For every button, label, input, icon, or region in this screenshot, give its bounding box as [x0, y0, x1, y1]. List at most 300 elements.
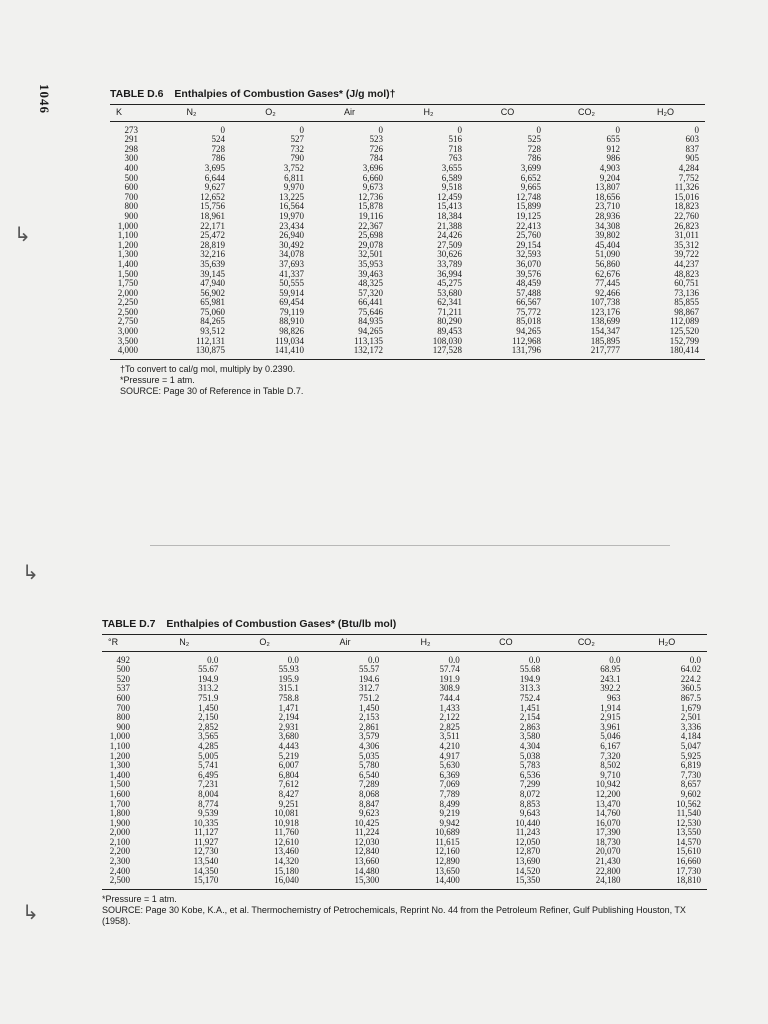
enthalpy-cell: 41,337: [279, 268, 304, 279]
enthalpy-cell: 18,730: [595, 836, 621, 847]
enthalpy-cell: 5,035: [359, 750, 380, 761]
enthalpy-cell: 6,819: [680, 760, 701, 771]
enthalpy-cell: 9,942: [439, 817, 460, 828]
enthalpy-cell: 527: [290, 134, 304, 145]
enthalpy-cell: 0.0: [689, 654, 701, 665]
enthalpy-cell: 12,890: [434, 856, 460, 867]
enthalpy-cell: 12,200: [595, 788, 621, 799]
enthalpy-cell: 98,826: [279, 326, 304, 337]
enthalpy-cell: 71,211: [437, 306, 462, 317]
enthalpy-cell: 8,853: [519, 798, 541, 809]
temperature-cell: 3,000: [117, 326, 138, 337]
enthalpy-cell: 66,441: [358, 297, 383, 308]
enthalpy-cell: 0: [694, 124, 699, 135]
temperature-cell: 3,500: [117, 335, 138, 346]
enthalpy-cell: 33,789: [437, 258, 462, 269]
enthalpy-cell: 7,730: [680, 769, 701, 780]
temperature-cell: 492: [116, 654, 130, 665]
enthalpy-cell: 867.5: [680, 692, 701, 703]
enthalpy-cell: 3,580: [519, 731, 541, 742]
enthalpy-cell: 98,867: [674, 306, 699, 317]
enthalpy-cell: 5,046: [600, 731, 621, 742]
enthalpy-cell: 112,089: [670, 316, 699, 327]
enthalpy-cell: 6,369: [439, 769, 460, 780]
column-header: °R: [102, 635, 144, 652]
enthalpy-cell: 312.7: [359, 683, 380, 694]
temperature-cell: 1,750: [117, 278, 138, 289]
checkmark-icon: ↳: [22, 900, 39, 924]
enthalpy-cell: 8,774: [198, 798, 219, 809]
enthalpy-cell: 11,224: [354, 827, 380, 838]
enthalpy-cell: 5,005: [198, 750, 219, 761]
temperature-cell: 2,750: [117, 316, 138, 327]
enthalpy-cell: 15,170: [144, 876, 224, 889]
temperature-cell: 2,300: [109, 856, 130, 867]
enthalpy-cell: 48,325: [358, 278, 383, 289]
enthalpy-cell: 12,748: [516, 191, 541, 202]
enthalpy-cell: 75,646: [358, 306, 383, 317]
enthalpy-cell: 315.1: [278, 683, 299, 694]
enthalpy-cell: 2,194: [278, 712, 299, 723]
enthalpy-cell: 784: [369, 153, 383, 164]
enthalpy-cell: 12,050: [515, 836, 541, 847]
column-header: O₂: [231, 105, 310, 122]
enthalpy-cell: 39,463: [358, 268, 383, 279]
enthalpy-cell: 25,472: [200, 230, 225, 241]
enthalpy-cell: 194.9: [198, 673, 219, 684]
enthalpy-cell: 3,655: [441, 162, 462, 173]
enthalpy-cell: 8,847: [359, 798, 380, 809]
enthalpy-cell: 9,204: [599, 172, 620, 183]
enthalpy-cell: 84,935: [358, 316, 383, 327]
temperature-cell: 1,800: [109, 808, 130, 819]
column-header: CO₂: [546, 635, 626, 652]
enthalpy-cell: 4,443: [278, 740, 299, 751]
enthalpy-cell: 523: [369, 134, 383, 145]
enthalpy-cell: 11,540: [676, 808, 701, 819]
enthalpy-cell: 28,819: [200, 239, 225, 250]
temperature-cell: 800: [124, 201, 138, 212]
temperature-cell: 1,300: [117, 249, 138, 260]
enthalpy-cell: 12,030: [354, 836, 380, 847]
enthalpy-cell: 11,927: [194, 836, 219, 847]
enthalpy-cell: 112,131: [196, 335, 225, 346]
temperature-cell: 1,400: [109, 769, 130, 780]
enthalpy-cell: 15,610: [676, 846, 701, 857]
enthalpy-cell: 3,752: [283, 162, 304, 173]
enthalpy-cell: 191.9: [439, 673, 460, 684]
enthalpy-cell: 152,799: [669, 335, 699, 346]
enthalpy-cell: 48,823: [674, 268, 699, 279]
enthalpy-cell: 7,289: [359, 779, 380, 790]
enthalpy-cell: 15,300: [305, 876, 385, 889]
enthalpy-cell: 13,650: [434, 865, 460, 876]
enthalpy-cell: 9,251: [278, 798, 299, 809]
table-notes: [110, 364, 705, 397]
enthalpy-cell: 1,451: [519, 702, 541, 713]
temperature-cell: 291: [124, 134, 138, 145]
enthalpy-cell: 24,426: [437, 230, 462, 241]
enthalpy-cell: 6,540: [359, 769, 380, 780]
temperature-cell: 700: [124, 191, 138, 202]
enthalpy-cell: 94,265: [516, 326, 541, 337]
enthalpy-cell: 751.9: [198, 692, 219, 703]
temperature-cell: 700: [116, 702, 130, 713]
enthalpy-cell: 37,693: [279, 258, 304, 269]
temperature-cell: 1,500: [109, 779, 130, 790]
enthalpy-cell: 73,136: [674, 287, 699, 298]
enthalpy-cell: 75,772: [516, 306, 541, 317]
enthalpy-cell: 59,914: [279, 287, 304, 298]
enthalpy-cell: 62,341: [437, 297, 462, 308]
enthalpy-cell: 5,047: [680, 740, 701, 751]
enthalpy-cell: 4,284: [678, 162, 699, 173]
enthalpy-cell: 1,450: [359, 702, 380, 713]
enthalpy-cell: 655: [606, 134, 620, 145]
enthalpy-cell: 8,427: [278, 788, 299, 799]
temperature-cell: 400: [124, 162, 138, 173]
enthalpy-cell: 2,915: [600, 712, 621, 723]
enthalpy-cell: 119,034: [275, 335, 304, 346]
enthalpy-cell: 25,760: [516, 230, 541, 241]
enthalpy-cell: 12,610: [274, 836, 299, 847]
enthalpy-cell: 7,789: [439, 788, 460, 799]
enthalpy-cell: 22,760: [674, 210, 699, 221]
enthalpy-cell: 47,940: [200, 278, 225, 289]
temperature-cell: 273: [124, 124, 138, 135]
enthalpy-cell: 22,800: [595, 865, 621, 876]
enthalpy-cell: 6,660: [362, 172, 383, 183]
enthalpy-cell: 3,565: [198, 731, 219, 742]
enthalpy-cell: 19,116: [358, 210, 383, 221]
enthalpy-cell: 51,090: [595, 249, 620, 260]
enthalpy-cell: 0.0: [609, 654, 621, 665]
enthalpy-cell: 9,627: [204, 182, 225, 193]
enthalpy-cell: 0.0: [368, 654, 380, 665]
enthalpy-cell: 18,823: [674, 201, 699, 212]
temperature-cell: 800: [116, 712, 130, 723]
enthalpy-cell: 11,326: [674, 182, 699, 193]
table-row: [110, 346, 705, 359]
enthalpy-cell: 8,004: [198, 788, 219, 799]
enthalpy-cell: 15,016: [674, 191, 699, 202]
table-title: Enthalpies of Combustion Gases* (Btu/lb mol): [166, 618, 397, 630]
enthalpy-cell: 224.2: [680, 673, 701, 684]
enthalpy-cell: 138,699: [590, 316, 620, 327]
temperature-cell: 1,300: [109, 760, 130, 771]
enthalpy-table-english: [102, 634, 707, 890]
column-header: Air: [310, 105, 389, 122]
enthalpy-cell: 44,237: [674, 258, 699, 269]
enthalpy-cell: 57.74: [439, 664, 460, 675]
enthalpy-cell: 786: [527, 153, 541, 164]
enthalpy-cell: 13,470: [595, 798, 621, 809]
enthalpy-cell: 5,783: [519, 760, 541, 771]
enthalpy-cell: 1,679: [680, 702, 701, 713]
enthalpy-cell: 4,306: [359, 740, 380, 751]
enthalpy-cell: 17,730: [676, 865, 701, 876]
enthalpy-cell: 10,562: [676, 798, 701, 809]
enthalpy-cell: 36,994: [437, 268, 462, 279]
column-header: H₂O: [626, 105, 705, 122]
enthalpy-cell: 11,615: [435, 836, 460, 847]
enthalpy-cell: 525: [527, 134, 541, 145]
enthalpy-cell: 726: [369, 143, 383, 154]
enthalpy-cell: 10,942: [595, 779, 621, 790]
enthalpy-cell: 912: [606, 143, 620, 154]
enthalpy-cell: 2,861: [359, 721, 380, 732]
enthalpy-cell: 18,961: [200, 210, 225, 221]
enthalpy-cell: 13,225: [279, 191, 304, 202]
enthalpy-cell: 0.0: [207, 654, 219, 665]
enthalpy-cell: 11,127: [194, 827, 219, 838]
enthalpy-cell: 79,119: [279, 306, 304, 317]
enthalpy-cell: 84,265: [200, 316, 225, 327]
enthalpy-cell: 12,459: [437, 191, 462, 202]
enthalpy-cell: 728: [211, 143, 225, 154]
temperature-cell: 2,400: [109, 865, 130, 876]
enthalpy-cell: 14,480: [354, 865, 380, 876]
enthalpy-cell: 243.1: [600, 673, 621, 684]
enthalpy-cell: 23,434: [279, 220, 304, 231]
enthalpy-cell: 7,231: [198, 779, 219, 790]
table-d6: [110, 88, 705, 397]
enthalpy-cell: 9,665: [520, 182, 541, 193]
temperature-cell: 600: [116, 692, 130, 703]
table-row: [102, 876, 707, 889]
enthalpy-cell: 131,796: [468, 346, 547, 359]
enthalpy-cell: 2,153: [359, 712, 380, 723]
enthalpy-cell: 0.0: [287, 654, 299, 665]
enthalpy-cell: 7,612: [278, 779, 299, 790]
temperature-cell: 2,100: [109, 836, 130, 847]
enthalpy-cell: 3,695: [204, 162, 225, 173]
enthalpy-cell: 9,643: [519, 808, 541, 819]
enthalpy-cell: 2,825: [439, 721, 460, 732]
enthalpy-cell: 360.5: [680, 683, 701, 694]
enthalpy-cell: 16,660: [676, 856, 701, 867]
enthalpy-cell: 65,981: [200, 297, 225, 308]
enthalpy-cell: 13,550: [676, 827, 701, 838]
enthalpy-cell: 3,511: [439, 731, 460, 742]
enthalpy-cell: 905: [685, 153, 699, 164]
enthalpy-cell: 55.93: [278, 664, 299, 675]
enthalpy-cell: 130,875: [152, 346, 231, 359]
enthalpy-cell: 12,736: [358, 191, 383, 202]
enthalpy-cell: 69,454: [279, 297, 304, 308]
enthalpy-cell: 57,320: [358, 287, 383, 298]
enthalpy-cell: 22,367: [358, 220, 383, 231]
table-caption: [110, 88, 705, 100]
enthalpy-cell: 113,135: [354, 335, 383, 346]
enthalpy-cell: 36,070: [516, 258, 541, 269]
enthalpy-cell: 15,878: [358, 201, 383, 212]
enthalpy-cell: 13,460: [274, 846, 299, 857]
enthalpy-cell: 93,512: [200, 326, 225, 337]
enthalpy-cell: 185,895: [590, 335, 620, 346]
enthalpy-cell: 986: [606, 153, 620, 164]
checkmark-icon: ↳: [22, 560, 39, 584]
temperature-cell: 1,600: [109, 788, 130, 799]
enthalpy-cell: 45,404: [595, 239, 620, 250]
enthalpy-cell: 55.57: [359, 664, 380, 675]
table-row: [110, 121, 705, 135]
temperature-cell: 1,000: [117, 220, 138, 231]
enthalpy-cell: 7,069: [439, 779, 460, 790]
enthalpy-cell: 313.3: [519, 683, 541, 694]
table-notes: [102, 894, 707, 927]
enthalpy-cell: 20,070: [595, 846, 621, 857]
enthalpy-cell: 0.0: [528, 654, 541, 665]
column-header: N₂: [144, 635, 224, 652]
conversion-note: †To convert to cal/g mol, multiply by 0.2390.: [120, 363, 296, 374]
enthalpy-cell: 27,509: [437, 239, 462, 250]
temperature-cell: 1,900: [109, 817, 130, 828]
table-title: Enthalpies of Combustion Gases* (J/g mol)†: [174, 88, 396, 100]
enthalpy-cell: 125,520: [669, 326, 699, 337]
column-header: K: [110, 105, 152, 122]
table-body: [102, 651, 707, 889]
enthalpy-cell: 751.2: [359, 692, 380, 703]
enthalpy-cell: 48,459: [516, 278, 541, 289]
temperature-cell: 2,500: [102, 876, 144, 889]
enthalpy-cell: 744.4: [439, 692, 460, 703]
enthalpy-cell: 10,335: [193, 817, 219, 828]
enthalpy-cell: 963: [607, 692, 621, 703]
enthalpy-cell: 6,589: [441, 172, 462, 183]
enthalpy-cell: 57,488: [516, 287, 541, 298]
enthalpy-cell: 758.8: [278, 692, 299, 703]
temperature-cell: 1,100: [117, 230, 138, 241]
enthalpy-cell: 0.0: [448, 654, 460, 665]
enthalpy-cell: 3,336: [680, 721, 701, 732]
enthalpy-cell: 3,696: [362, 162, 383, 173]
scan-streak: [150, 545, 670, 546]
enthalpy-cell: 194.9: [519, 673, 541, 684]
enthalpy-cell: 45,275: [437, 278, 462, 289]
enthalpy-cell: 132,172: [310, 346, 389, 359]
enthalpy-cell: 837: [685, 143, 699, 154]
enthalpy-cell: 9,623: [359, 808, 380, 819]
enthalpy-cell: 154,347: [590, 326, 620, 337]
enthalpy-cell: 29,154: [516, 239, 541, 250]
page-number: 1046: [37, 84, 52, 114]
enthalpy-cell: 10,425: [354, 817, 380, 828]
temperature-cell: 900: [124, 210, 138, 221]
enthalpy-cell: 180,414: [626, 346, 705, 359]
enthalpy-cell: 35,639: [200, 258, 225, 269]
enthalpy-cell: 4,917: [439, 750, 460, 761]
enthalpy-cell: 8,068: [359, 788, 380, 799]
enthalpy-cell: 217,777: [547, 346, 626, 359]
enthalpy-cell: 85,855: [674, 297, 699, 308]
enthalpy-cell: 13,690: [515, 856, 541, 867]
enthalpy-cell: 13,660: [354, 856, 380, 867]
enthalpy-cell: 392.2: [600, 683, 621, 694]
temperature-cell: 300: [124, 153, 138, 164]
enthalpy-cell: 30,626: [437, 249, 462, 260]
enthalpy-cell: 7,752: [678, 172, 699, 183]
enthalpy-cell: 718: [448, 143, 462, 154]
enthalpy-cell: 10,918: [274, 817, 299, 828]
enthalpy-cell: 88,910: [279, 316, 304, 327]
column-header: H₂: [389, 105, 468, 122]
column-header: CO: [466, 635, 546, 652]
enthalpy-cell: 11,760: [274, 827, 299, 838]
enthalpy-cell: 313.2: [198, 683, 219, 694]
enthalpy-cell: 107,738: [590, 297, 620, 308]
column-header: CO: [468, 105, 547, 122]
enthalpy-cell: 752.4: [519, 692, 541, 703]
enthalpy-cell: 0: [536, 124, 541, 135]
enthalpy-cell: 7,320: [600, 750, 621, 761]
enthalpy-cell: 12,840: [354, 846, 380, 857]
enthalpy-cell: 1,433: [439, 702, 460, 713]
enthalpy-cell: 194.6: [359, 673, 380, 684]
enthalpy-cell: 8,072: [519, 788, 541, 799]
enthalpy-cell: 1,914: [600, 702, 621, 713]
checkmark-icon: ↳: [14, 222, 31, 246]
enthalpy-cell: 4,184: [680, 731, 701, 742]
temperature-cell: 500: [116, 664, 130, 675]
enthalpy-cell: 2,122: [439, 712, 460, 723]
enthalpy-cell: 6,536: [519, 769, 541, 780]
enthalpy-cell: 8,657: [680, 779, 701, 790]
enthalpy-cell: 0: [299, 124, 304, 135]
enthalpy-cell: 50,555: [279, 278, 304, 289]
enthalpy-cell: 8,499: [439, 798, 460, 809]
enthalpy-cell: 195.9: [278, 673, 299, 684]
enthalpy-cell: 8,502: [600, 760, 621, 771]
pressure-note: *Pressure = 1 atm.: [102, 893, 177, 904]
enthalpy-cell: 17,390: [595, 827, 621, 838]
enthalpy-cell: 23,710: [595, 201, 620, 212]
enthalpy-cell: 3,680: [278, 731, 299, 742]
enthalpy-cell: 75,060: [200, 306, 225, 317]
enthalpy-cell: 26,940: [279, 230, 304, 241]
enthalpy-cell: 62,676: [595, 268, 620, 279]
enthalpy-cell: 7,299: [519, 779, 541, 790]
temperature-cell: 2,000: [109, 827, 130, 838]
enthalpy-cell: 5,780: [359, 760, 380, 771]
enthalpy-cell: 12,530: [676, 817, 701, 828]
enthalpy-cell: 0: [457, 124, 462, 135]
enthalpy-cell: 14,520: [515, 865, 541, 876]
enthalpy-cell: 9,518: [441, 182, 462, 193]
temperature-cell: 1,400: [117, 258, 138, 269]
enthalpy-cell: 28,936: [595, 210, 620, 221]
enthalpy-cell: 14,400: [385, 876, 465, 889]
temperature-cell: 1,200: [109, 750, 130, 761]
enthalpy-cell: 10,440: [515, 817, 541, 828]
enthalpy-cell: 34,078: [279, 249, 304, 260]
enthalpy-cell: 108,030: [432, 335, 462, 346]
enthalpy-cell: 123,176: [590, 306, 620, 317]
enthalpy-cell: 21,430: [595, 856, 621, 867]
enthalpy-cell: 32,501: [358, 249, 383, 260]
enthalpy-cell: 6,007: [278, 760, 299, 771]
table-label: TABLE D.7: [102, 618, 156, 630]
enthalpy-cell: 2,501: [680, 712, 701, 723]
enthalpy-cell: 89,453: [437, 326, 462, 337]
enthalpy-cell: 14,570: [676, 836, 701, 847]
enthalpy-cell: 2,863: [519, 721, 541, 732]
enthalpy-cell: 39,145: [200, 268, 225, 279]
enthalpy-cell: 2,150: [198, 712, 219, 723]
enthalpy-cell: 25,698: [358, 230, 383, 241]
enthalpy-cell: 29,078: [358, 239, 383, 250]
enthalpy-cell: 6,804: [278, 769, 299, 780]
